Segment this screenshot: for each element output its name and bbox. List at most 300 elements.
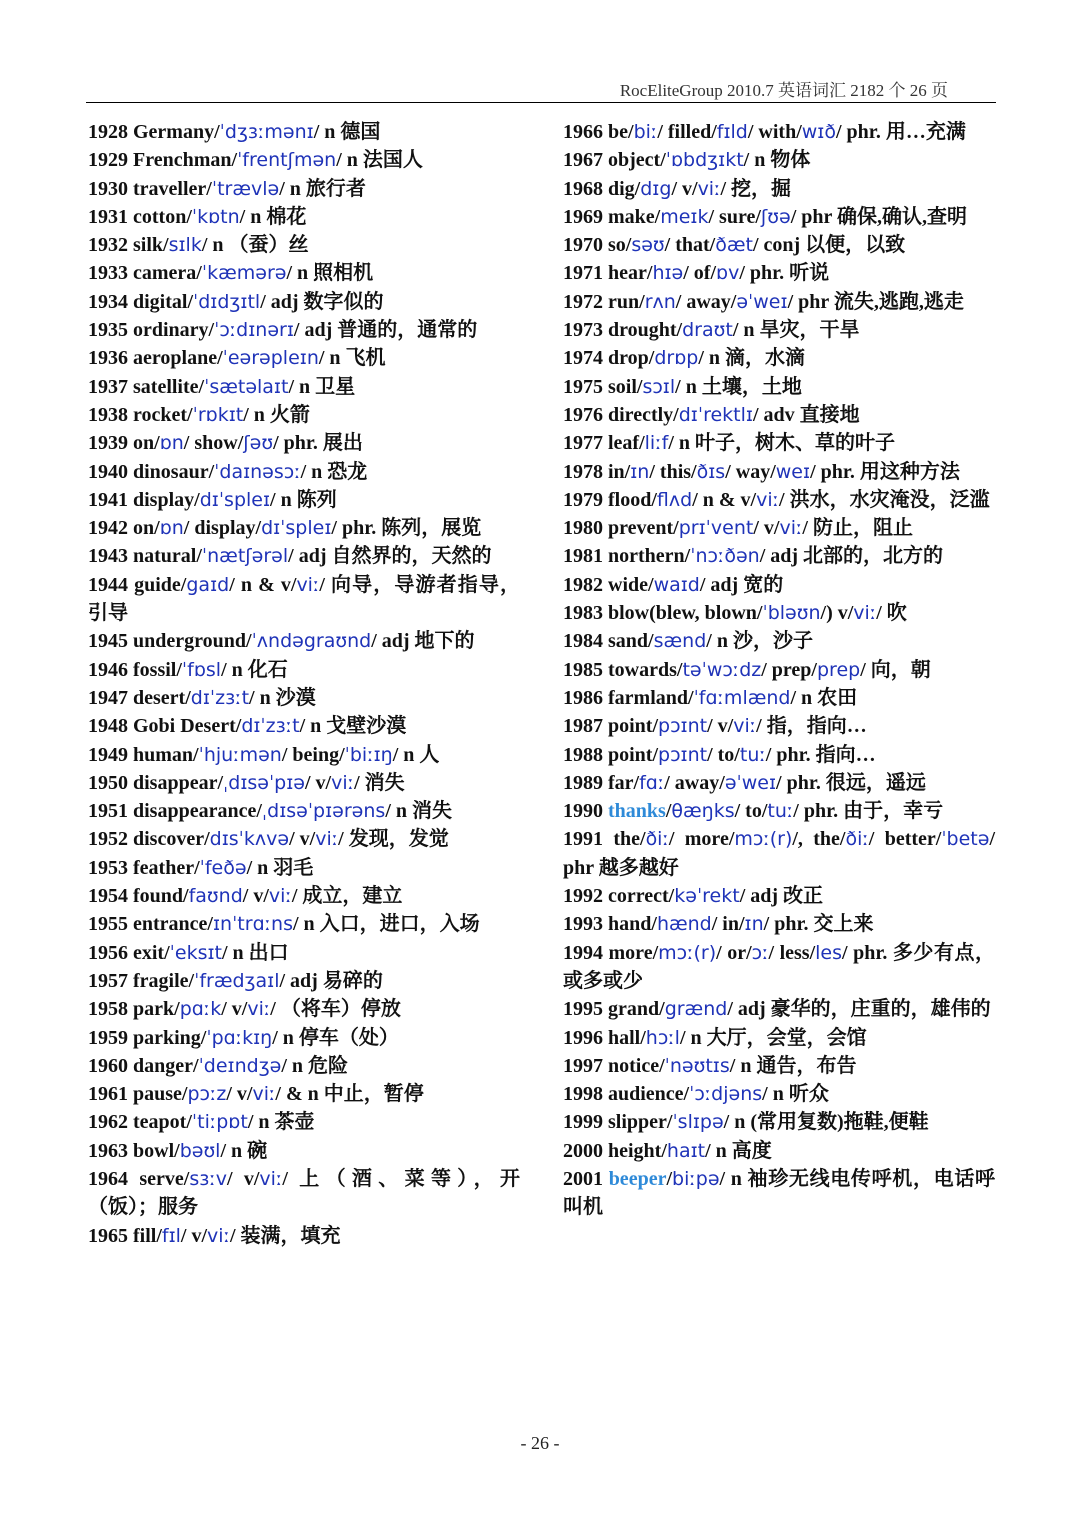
vocab-entry bbox=[563, 288, 995, 316]
entry-text: 1930 traveller/ bbox=[88, 177, 212, 200]
phonetic: ˈnɔːðən bbox=[690, 545, 760, 568]
phonetic: rʌn bbox=[644, 290, 676, 313]
entry-text: / v/ bbox=[226, 1167, 260, 1190]
phonetic: dɪˈspleɪ bbox=[261, 517, 332, 540]
entry-text: 1932 silk/ bbox=[88, 234, 169, 257]
entry-text: 1949 human/ bbox=[88, 743, 199, 766]
entry-text: 1938 rocket/ bbox=[88, 403, 193, 426]
entry-text: / n 旱灾，干旱 bbox=[732, 319, 860, 342]
entry-text: / phr. 交上来 bbox=[763, 913, 874, 936]
vocab-entry bbox=[563, 995, 995, 1023]
phonetic: ɒn bbox=[159, 517, 184, 540]
vocab-entry bbox=[563, 429, 995, 457]
entry-text: / to/ bbox=[707, 743, 740, 766]
entry-text: / v/ bbox=[671, 177, 698, 200]
phonetic: ˈnəʊtɪs bbox=[664, 1054, 730, 1077]
entry-text: / n 飞机 bbox=[318, 347, 386, 370]
entry-text: / prep/ bbox=[761, 658, 817, 681]
entry-text: 1997 notice/ bbox=[563, 1054, 665, 1077]
entry-text: / n 出口 bbox=[221, 941, 289, 964]
entry-text: / n 物体 bbox=[743, 149, 811, 172]
phonetic: sɪlk bbox=[168, 234, 202, 257]
phonetic: ˈnætʃərəl bbox=[201, 545, 289, 568]
phonetic: ɪnˈtrɑːns bbox=[212, 913, 293, 936]
entry-text: / 消失 bbox=[354, 771, 405, 794]
entry-text: 1971 hear/ bbox=[563, 262, 653, 285]
phonetic: grænd bbox=[664, 998, 728, 1021]
phonetic: ɔː bbox=[751, 941, 769, 964]
entry-text: / adj 易碎的 bbox=[279, 969, 383, 992]
phonetic: pɑːk bbox=[179, 998, 222, 1021]
entry-text: / n 土壤，土地 bbox=[675, 375, 802, 398]
entry-text: 1929 Frenchman/ bbox=[88, 149, 238, 172]
entry-text: / that/ bbox=[664, 234, 716, 257]
entry-text: / n 羽毛 bbox=[246, 856, 314, 879]
entry-text: 1955 entrance/ bbox=[88, 913, 213, 936]
phonetic: fɪld bbox=[716, 121, 748, 143]
vocab-entry bbox=[88, 231, 520, 259]
vocab-entry bbox=[563, 373, 995, 401]
entry-text: / n 卫星 bbox=[288, 375, 356, 398]
phonetic: viː bbox=[247, 998, 271, 1021]
vocab-entry bbox=[88, 910, 520, 938]
entry-text: / less/ bbox=[768, 941, 816, 964]
phonetic: ˈʌndəgraʊnd bbox=[251, 630, 372, 653]
phonetic: ˈkæmərə bbox=[201, 262, 287, 285]
vocab-entry bbox=[563, 203, 995, 231]
entry-text: 1950 disappear/ bbox=[88, 771, 224, 794]
entry-text: / 向，朝 bbox=[860, 658, 931, 681]
phonetic: ˈhjuːmən bbox=[198, 743, 282, 766]
phonetic: viː bbox=[853, 602, 877, 625]
entry-text: / n 旅行者 bbox=[279, 177, 366, 200]
entry-text: / or/ bbox=[716, 941, 752, 964]
page-header bbox=[86, 74, 996, 103]
phonetic: viː bbox=[268, 885, 292, 908]
entry-text: 1967 object/ bbox=[563, 149, 666, 172]
vocab-entry bbox=[88, 712, 520, 740]
vocab-entry bbox=[88, 288, 520, 316]
phonetic: ˈbiːɪŋ bbox=[344, 743, 393, 766]
entry-text: 1981 northern/ bbox=[563, 545, 691, 568]
entry-text: 1996 hall/ bbox=[563, 1026, 646, 1049]
entry-text: / n 恐龙 bbox=[300, 460, 368, 483]
phonetic: viː bbox=[733, 715, 757, 738]
entry-text: / n 入口，进口，入场 bbox=[292, 913, 480, 936]
entry-text: / phr. 听说 bbox=[739, 262, 830, 285]
entry-text: / n 叶子，树木、草的叶子 bbox=[668, 432, 895, 455]
vocab-entry bbox=[563, 656, 995, 684]
entry-text: / n 碗 bbox=[220, 1139, 268, 1162]
vocab-entry bbox=[88, 175, 520, 203]
vocab-entry bbox=[88, 627, 520, 655]
entry-text: / bbox=[666, 1167, 673, 1190]
highlighted-word: thanks bbox=[608, 800, 666, 823]
phonetic: pɔɪnt bbox=[658, 743, 708, 766]
vocab-entry bbox=[88, 1137, 520, 1165]
entry-text: 1977 leaf/ bbox=[563, 432, 645, 455]
vocab-entry bbox=[563, 1137, 995, 1165]
entry-text: 1969 make/ bbox=[563, 205, 661, 228]
entry-text: / away/ bbox=[675, 290, 737, 313]
entry-text: / v/ bbox=[221, 998, 248, 1021]
entry-text: / phr. 指向… bbox=[765, 743, 876, 766]
entry-text: 1962 teapot/ bbox=[88, 1111, 192, 1134]
entry-text: 1958 park/ bbox=[88, 998, 180, 1021]
vocab-entry bbox=[88, 542, 520, 570]
vocab-entry bbox=[563, 1052, 995, 1080]
phonetic: ɪn bbox=[630, 460, 650, 483]
entry-text: / adj 改正 bbox=[739, 885, 824, 908]
phonetic: ɪn bbox=[744, 913, 764, 936]
vocab-entry bbox=[563, 882, 995, 910]
entry-text: 1998 audience/ bbox=[563, 1083, 690, 1106]
vocab-entry bbox=[563, 146, 995, 174]
phonetic: ˈɔːdɪnərɪ bbox=[214, 319, 294, 342]
entry-text: 1959 parking/ bbox=[88, 1026, 207, 1049]
phonetic: ˌdɪsəˈpɪə bbox=[223, 771, 305, 794]
entry-text: / to/ bbox=[734, 800, 768, 823]
entry-text: 1934 digital/ bbox=[88, 290, 194, 313]
entry-text: / n 火箭 bbox=[243, 403, 310, 426]
vocab-entry bbox=[563, 316, 995, 344]
entry-text: / phr 越多越好 bbox=[563, 828, 996, 879]
vocab-entry bbox=[563, 231, 995, 259]
entry-text: / n 沙，沙子 bbox=[706, 630, 813, 653]
page-number: - 26 - bbox=[520, 1433, 560, 1453]
entry-text: 1952 discover/ bbox=[88, 828, 210, 851]
phonetic: viː bbox=[756, 488, 780, 511]
vocab-entry bbox=[88, 1165, 520, 1222]
entry-text: / 吹 bbox=[876, 602, 907, 625]
phonetic: əˈweɪ bbox=[736, 290, 788, 313]
phonetic: ˈɔːdjəns bbox=[689, 1083, 763, 1106]
phonetic: θæŋks bbox=[671, 800, 735, 823]
phonetic: ðæt bbox=[715, 234, 753, 257]
entry-text: / show/ bbox=[183, 432, 244, 455]
entry-text: / display/ bbox=[183, 517, 262, 540]
phonetic: tuː bbox=[739, 743, 766, 766]
vocab-entry bbox=[88, 825, 520, 853]
vocab-entry bbox=[88, 769, 520, 797]
phonetic: les bbox=[815, 941, 842, 964]
phonetic: viː bbox=[779, 517, 803, 540]
phonetic: meɪk bbox=[660, 205, 709, 228]
phonetic: dɪg bbox=[640, 177, 672, 200]
phonetic: ɒv bbox=[716, 262, 740, 285]
phonetic: mɔː(r) bbox=[658, 941, 717, 964]
vocab-entry bbox=[88, 1080, 520, 1108]
entry-text: 1940 dinosaur/ bbox=[88, 460, 215, 483]
phonetic: fɪl bbox=[161, 1224, 181, 1247]
entry-text: / being/ bbox=[281, 743, 345, 766]
entry-text: / n 听众 bbox=[762, 1083, 829, 1106]
entry-text: / phr 流失,逃跑,逃走 bbox=[787, 290, 964, 313]
vocab-entry bbox=[563, 939, 995, 996]
phonetic: ˈdaɪnəsɔː bbox=[214, 460, 301, 483]
entry-text: / n 危险 bbox=[281, 1054, 349, 1077]
phonetic: ˈpɑːkɪŋ bbox=[206, 1026, 273, 1049]
entry-text: / n 德国 bbox=[313, 121, 381, 143]
entry-text: 1951 disappearance/ bbox=[88, 800, 262, 823]
entry-text: / n 照相机 bbox=[286, 262, 374, 285]
phonetic: əˈweɪ bbox=[724, 771, 777, 794]
entry-text: / n & v/ bbox=[692, 488, 757, 511]
vocab-entry bbox=[563, 458, 995, 486]
entry-text: / 挖，掘 bbox=[720, 177, 792, 200]
phonetic: prep bbox=[817, 658, 861, 681]
entry-text: / 上（酒、菜等），开（饭）；服务 bbox=[88, 1167, 520, 1219]
vocab-entry bbox=[88, 373, 520, 401]
entry-text: 1988 point/ bbox=[563, 743, 659, 766]
phonetic: hɪə bbox=[652, 262, 684, 285]
phonetic: faʊnd bbox=[188, 885, 243, 908]
phonetic: ˈbetə bbox=[941, 828, 990, 851]
vocab-entry bbox=[88, 259, 520, 287]
vocab-entry bbox=[563, 259, 995, 287]
phonetic: sɔɪl bbox=[642, 375, 676, 398]
vocab-entry bbox=[88, 401, 520, 429]
entry-text: 1947 desert/ bbox=[88, 686, 191, 709]
entry-text: / phr. 由于，幸亏 bbox=[793, 800, 944, 823]
entry-text: 1953 feather/ bbox=[88, 856, 200, 879]
entry-text: 1964 serve/ bbox=[88, 1167, 190, 1190]
entry-text: 1972 run/ bbox=[563, 290, 645, 313]
phonetic: viː bbox=[259, 1167, 283, 1190]
entry-text: 1978 in/ bbox=[563, 460, 631, 483]
entry-text: 1987 point/ bbox=[563, 715, 659, 738]
entry-text: / n 茶壶 bbox=[247, 1111, 315, 1134]
phonetic: ˌdɪsəˈpɪərəns bbox=[261, 800, 386, 823]
phonetic: viː bbox=[252, 1083, 276, 1106]
vocab-entry bbox=[563, 514, 995, 542]
entry-text: / n （蚕）丝 bbox=[201, 234, 309, 257]
vocab-entry bbox=[563, 741, 995, 769]
phonetic: liːf bbox=[644, 432, 669, 455]
vocab-entry bbox=[88, 571, 520, 628]
phonetic: ˈeksɪt bbox=[169, 941, 222, 964]
vocab-entry bbox=[88, 995, 520, 1023]
phonetic: səʊ bbox=[631, 234, 665, 257]
entry-text: 1936 aeroplane/ bbox=[88, 347, 223, 370]
entry-text: / bbox=[665, 800, 672, 823]
entry-text: /, the/ bbox=[792, 828, 846, 851]
phonetic: tuː bbox=[767, 800, 794, 823]
vocab-entry bbox=[563, 486, 995, 514]
phonetic: viː bbox=[207, 1224, 230, 1247]
entry-text: 1994 more/ bbox=[563, 941, 659, 964]
entry-text: / better/ bbox=[868, 828, 942, 851]
vocab-entry bbox=[88, 316, 520, 344]
vocab-entry bbox=[88, 684, 520, 712]
entry-text: / v/ bbox=[226, 1083, 253, 1106]
phonetic: hɔːl bbox=[645, 1026, 680, 1049]
phonetic: ˈrɒkɪt bbox=[192, 403, 244, 426]
vocab-entry bbox=[563, 769, 995, 797]
phonetic: biː bbox=[633, 121, 658, 143]
entry-text: 1945 underground/ bbox=[88, 630, 252, 653]
vocab-entry bbox=[88, 146, 520, 174]
entry-text: 1980 prevent/ bbox=[563, 517, 679, 540]
phonetic: ʃəʊ bbox=[243, 432, 274, 455]
entry-text: /) v/ bbox=[820, 602, 854, 625]
entry-text: / n 农田 bbox=[790, 686, 858, 709]
entry-text: 1990 bbox=[563, 800, 608, 823]
entry-text: / 向导，导游者指导，引导 bbox=[88, 573, 520, 625]
phonetic: ðɪs bbox=[696, 460, 726, 483]
phonetic: pɔɪnt bbox=[658, 715, 708, 738]
entry-text: / n & v/ bbox=[229, 573, 297, 596]
phonetic: viː bbox=[296, 573, 320, 596]
vocab-entry bbox=[88, 882, 520, 910]
phonetic: prɪˈvent bbox=[678, 517, 754, 540]
entry-text: 1937 satellite/ bbox=[88, 375, 205, 398]
entry-text: / v/ bbox=[242, 885, 269, 908]
vocab-entry bbox=[88, 656, 520, 684]
vocab-entry bbox=[563, 1024, 995, 1052]
entry-text: 1948 Gobi Desert/ bbox=[88, 715, 242, 738]
entry-text: / n 化石 bbox=[221, 658, 288, 681]
entry-text: 1974 drop/ bbox=[563, 347, 655, 370]
vocab-entry bbox=[563, 599, 995, 627]
vocab-entry bbox=[563, 571, 995, 599]
vocab-entry bbox=[563, 1080, 995, 1108]
phonetic: ˈdɪdʒɪtl bbox=[193, 290, 261, 313]
vocab-entry bbox=[563, 344, 995, 372]
entry-text: 1963 bowl/ bbox=[88, 1139, 180, 1162]
entry-text: / 洪水，水灾淹没，泛滥 bbox=[779, 488, 990, 511]
phonetic: hænd bbox=[656, 913, 712, 936]
phonetic: ˈbləʊn bbox=[762, 602, 821, 625]
entry-text: 1928 Germany/ bbox=[88, 121, 220, 143]
entry-text: / n 消失 bbox=[385, 800, 453, 823]
entry-text: 1984 sand/ bbox=[563, 630, 654, 653]
vocab-entry bbox=[563, 627, 995, 655]
phonetic: bəʊl bbox=[179, 1139, 221, 1162]
entry-text: 1995 grand/ bbox=[563, 998, 665, 1021]
entry-text: / phr. 展出 bbox=[273, 432, 363, 455]
entry-text: 1991 the/ bbox=[563, 828, 646, 851]
entry-text: / n 停车（处） bbox=[272, 1026, 399, 1049]
phonetic: ˈsætəlaɪt bbox=[204, 375, 289, 398]
entry-text: 1993 hand/ bbox=[563, 913, 657, 936]
vocab-entry bbox=[563, 118, 995, 146]
entry-text: / n 沙漠 bbox=[249, 686, 316, 709]
entry-text: / adj 自然界的，天然的 bbox=[288, 545, 492, 568]
entry-text: 1992 correct/ bbox=[563, 885, 675, 908]
phonetic: ˈfɑːmlænd bbox=[693, 686, 791, 709]
phonetic: biːpə bbox=[672, 1167, 720, 1190]
entry-text: / （将车）停放 bbox=[270, 998, 401, 1021]
vocab-entry bbox=[88, 939, 520, 967]
entry-text: / this/ bbox=[649, 460, 697, 483]
phonetic: ˈdeɪndʒə bbox=[198, 1054, 282, 1077]
phonetic: ˈfeðə bbox=[199, 856, 247, 879]
entry-text: 1985 towards/ bbox=[563, 658, 683, 681]
phonetic: dɪˈzɜːt bbox=[190, 686, 250, 709]
vocab-entry bbox=[88, 1052, 520, 1080]
entry-text: / conj 以便，以致 bbox=[752, 234, 906, 257]
entry-text: 1986 farmland/ bbox=[563, 686, 694, 709]
entry-text: / n 滴，水滴 bbox=[698, 347, 806, 370]
entry-text: / n 大厅，会堂，会馆 bbox=[679, 1026, 867, 1049]
entry-text: / of/ bbox=[683, 262, 717, 285]
vocab-entry bbox=[88, 967, 520, 995]
vocab-entry bbox=[563, 684, 995, 712]
entry-text: 2000 height/ bbox=[563, 1139, 667, 1162]
phonetic: dɪˈrektlɪ bbox=[678, 403, 753, 426]
entry-text: 1933 camera/ bbox=[88, 262, 202, 285]
phonetic: mɔː(r) bbox=[734, 828, 793, 851]
phonetic: waɪd bbox=[653, 573, 700, 596]
entry-text: / n 戈壁沙漠 bbox=[299, 715, 407, 738]
entry-text: 1975 soil/ bbox=[563, 375, 643, 398]
vocab-entry bbox=[88, 429, 520, 457]
entry-text: / filled/ bbox=[657, 121, 717, 143]
phonetic: ˈdʒɜːmənɪ bbox=[219, 121, 314, 143]
vocab-entry bbox=[563, 797, 995, 825]
entry-text: / 装满，填充 bbox=[229, 1224, 341, 1247]
entry-text: / sure/ bbox=[708, 205, 761, 228]
phonetic: ˈfɒsl bbox=[181, 658, 222, 681]
vocab-entry bbox=[563, 1165, 995, 1222]
vocab-entry bbox=[563, 1108, 995, 1136]
phonetic: kəˈrekt bbox=[674, 885, 740, 908]
phonetic: təˈwɔːdz bbox=[682, 658, 762, 681]
phonetic: sænd bbox=[653, 630, 707, 653]
phonetic: ɒn bbox=[159, 432, 184, 455]
entry-text: / 成立，建立 bbox=[291, 885, 403, 908]
entry-text: / adv 直接地 bbox=[752, 403, 860, 426]
phonetic: ˈkɒtn bbox=[191, 205, 240, 228]
phonetic: flʌd bbox=[656, 488, 693, 511]
entry-text: 1979 flood/ bbox=[563, 488, 657, 511]
vocab-entry bbox=[88, 458, 520, 486]
entry-text: 1966 be/ bbox=[563, 121, 634, 143]
vocab-entry bbox=[88, 797, 520, 825]
phonetic: viː bbox=[315, 828, 339, 851]
vocab-entry bbox=[563, 825, 995, 882]
vocab-entry bbox=[88, 741, 520, 769]
vocab-entry bbox=[88, 1222, 520, 1250]
phonetic: fɑː bbox=[639, 771, 665, 794]
phonetic: ðiː bbox=[645, 828, 669, 851]
entry-text: / 发现，发觉 bbox=[338, 828, 449, 851]
entry-text: / n 法国人 bbox=[336, 149, 423, 172]
phonetic: dɪˈzɜːt bbox=[241, 715, 300, 738]
phonetic: ˈtiːpɒt bbox=[191, 1111, 248, 1134]
phonetic: ðiː bbox=[845, 828, 869, 851]
entry-text: / n 棉花 bbox=[239, 205, 307, 228]
entry-text: 1976 directly/ bbox=[563, 403, 679, 426]
phonetic: viː bbox=[697, 177, 721, 200]
entry-text: 1973 drought/ bbox=[563, 319, 683, 342]
phonetic: ˈfrædʒaɪl bbox=[194, 969, 280, 992]
entry-text: / v/ bbox=[305, 771, 332, 794]
entry-text: / adj 地下的 bbox=[371, 630, 475, 653]
entry-text: / v/ bbox=[180, 1224, 208, 1247]
entry-text: 1946 fossil/ bbox=[88, 658, 182, 681]
entry-text: / adj 北部的，北方的 bbox=[759, 545, 944, 568]
phonetic: drɒp bbox=[654, 347, 699, 370]
phonetic: sɜːv bbox=[189, 1167, 227, 1190]
entry-text: / phr. 陈列，展览 bbox=[331, 517, 482, 540]
phonetic: dɪsˈkʌvə bbox=[209, 828, 290, 851]
entry-text: / n (常用复数)拖鞋,便鞋 bbox=[723, 1111, 929, 1134]
phonetic: ˈslɪpə bbox=[672, 1111, 724, 1134]
entry-text: / way/ bbox=[725, 460, 776, 483]
entry-text: / v/ bbox=[707, 715, 734, 738]
